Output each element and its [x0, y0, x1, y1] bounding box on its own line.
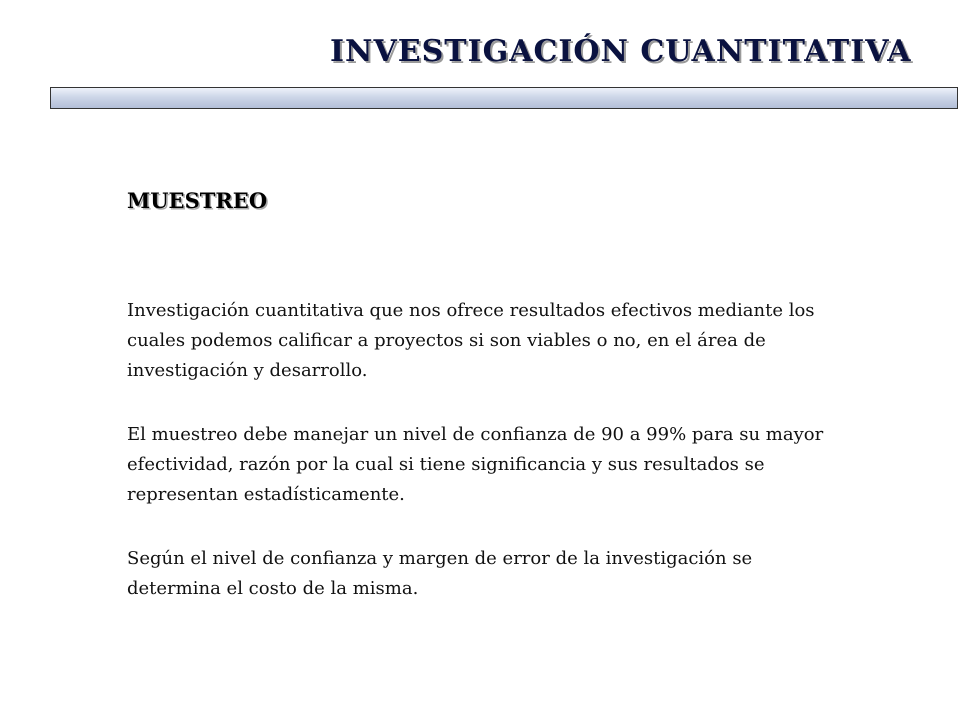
slide-title: INVESTIGACIÓN CUANTITATIVA	[330, 34, 912, 69]
paragraph-confidence: El muestreo debe manejar un nivel de confianza de 90 a 99% para su mayor efectividad, razón por la cual si tiene significancia y sus resultados se representan estadísticamente.	[127, 424, 824, 505]
paragraph-cost: Según el nivel de confianza y margen de error de la investigación se determina el costo de la misma.	[127, 548, 753, 599]
body-text	[127, 296, 827, 638]
section-heading: MUESTREO	[127, 188, 268, 213]
paragraph-definition: Investigación cuantitativa que nos ofrece resultados efectivos mediante los cuales podemos calificar a proyectos si son viables o no, en el área de investigación y desarrollo.	[127, 300, 815, 381]
title-underline-bar	[50, 87, 958, 109]
